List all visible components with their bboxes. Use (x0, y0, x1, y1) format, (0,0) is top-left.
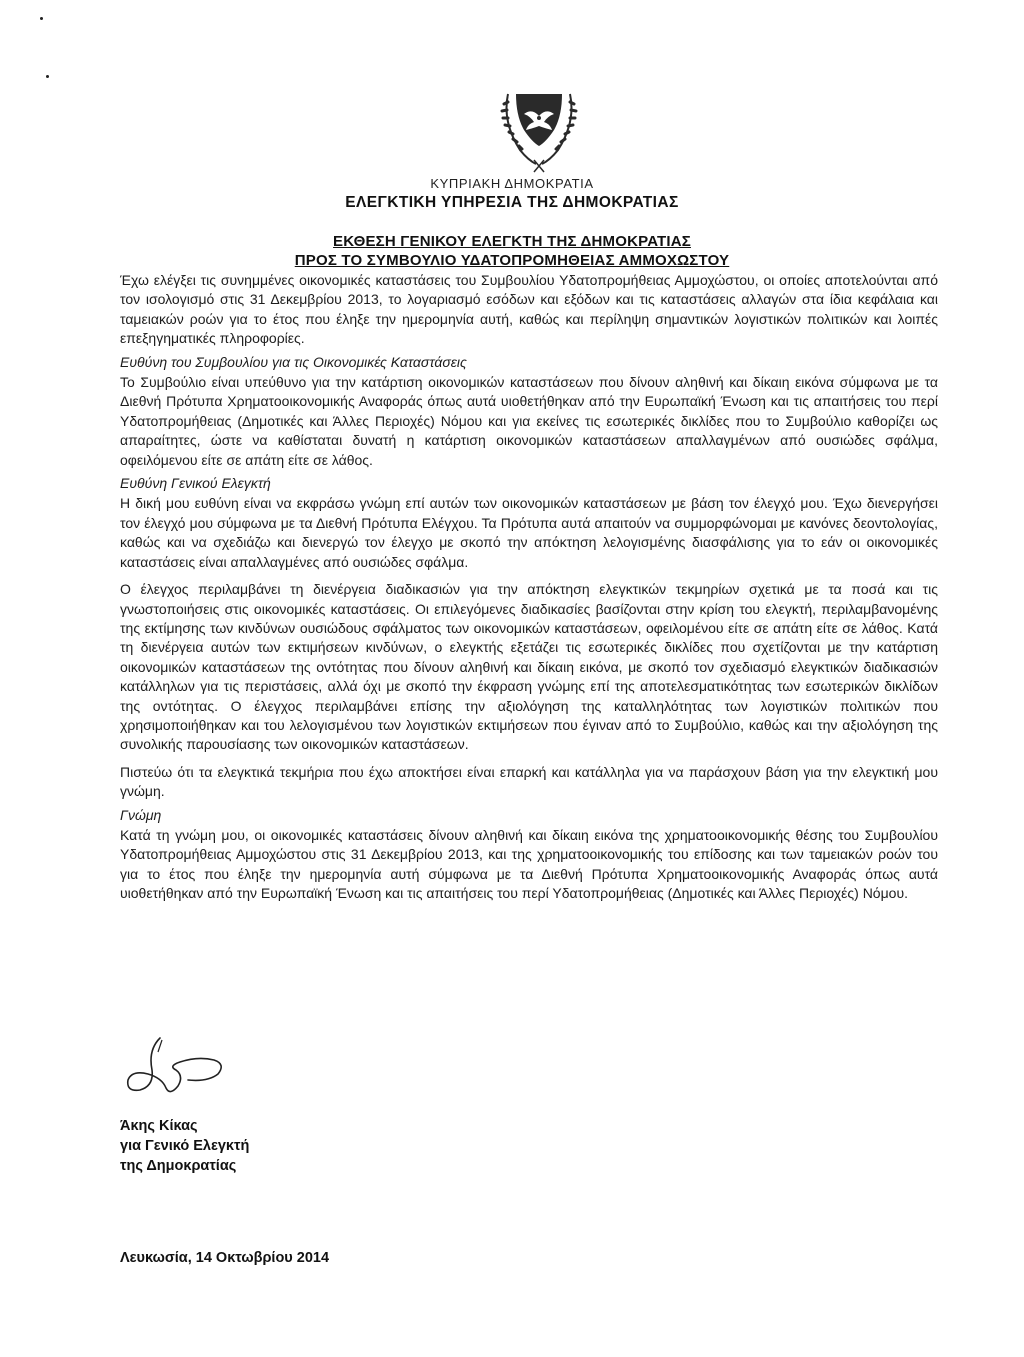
coat-of-arms-emblem (494, 88, 584, 178)
board-responsibility-heading: Ευθύνη του Συμβουλίου για τις Οικονομικές Καταστάσεις (120, 353, 467, 370)
intro-paragraph: Έχω ελέγξει τις συνημμένες οικονομικές καταστάσεις του Συμβουλίου Υδατοπρομήθειας Αμμοχώστου, οι οποίες αποτελούνται από τον ισολογισμό στις 31 Δεκεμβρίου 2013, το λογαριασμό εσόδων και εξόδων και τις καταστάσεις αλλαγών στα ίδια κεφάλαια και ταμειακών ροών για το έτος που έληξε την ημερομηνία αυτή, καθώς και περίληψη σημαντικών λογιστικών πολιτικών και λοιπές επεξηγηματικές πληροφορίες. (120, 272, 938, 347)
opinion-paragraph: Κατά τη γνώμη μου, οι οικονομικές καταστάσεις δίνουν αληθινή και δίκαιη εικόνα της χρηματοοικονομικής θέσης του Συμβουλίου Υδατοπρομήθειας Αμμοχώστου στις 31 Δεκεμβρίου 2013, και της χρηματοοικονομικής του επίδοσης και των ταμειακών ροών του για το έτος που έληξε την ημερομηνία αυτή σύμφωνα με τα Διεθνή Πρότυπα Χρηματοοικονομικής Αναφοράς όπως αυτά υιοθετήθηκαν από την Ευρωπαϊκή Ένωση και τις απαιτήσεις του περί Υδατοπρομήθειας (Δημοτικές και Άλλες Περιοχές) Νόμου. (120, 826, 938, 902)
office-name: ΕΛΕΓΚΤΙΚΗ ΥΠΗΡΕΣΙΑ ΤΗΣ ΔΗΜΟΚΡΑΤΙΑΣ (345, 194, 679, 211)
signer-name: Άκης Κίκας (120, 1118, 198, 1134)
signer-block (120, 1116, 249, 1176)
report-body (120, 271, 938, 904)
audit-evidence-paragraph: Πιστεύω ότι τα ελεγκτικά τεκμήρια που έχω αποκτήσει είναι επαρκή και κατάλληλα για να παράσχουν βάση για την ελεγκτική μου γνώμη. (120, 763, 938, 800)
report-addressee: ΠΡΟΣ ΤΟ ΣΥΜΒΟΥΛΙΟ ΥΔΑΤΟΠΡΟΜΗΘΕΙΑΣ ΑΜΜΟΧΩΣΤΟΥ (294, 252, 730, 269)
country-name: ΚΥΠΡΙΑΚΗ ΔΗΜΟΚΡΑΤΙΑ (430, 176, 594, 191)
place-and-date: Λευκωσία, 14 Οκτωβρίου 2014 (120, 1250, 330, 1266)
signer-role: για Γενικό Ελεγκτή (120, 1138, 250, 1154)
auditor-responsibility-heading: Ευθύνη Γενικού Ελεγκτή (120, 475, 271, 492)
handwritten-signature (118, 1030, 238, 1115)
scan-speck (46, 75, 49, 78)
report-title: ΕΚΘΕΣΗ ΓΕΝΙΚΟΥ ΕΛΕΓΚΤΗ ΤΗΣ ΔΗΜΟΚΡΑΤΙΑΣ (333, 233, 691, 250)
opinion-heading: Γνώμη (120, 806, 162, 823)
board-responsibility-paragraph: Το Συμβούλιο είναι υπεύθυνο για την κατάρτιση οικονομικών καταστάσεων που δίνουν αληθινή και δίκαιη εικόνα σύμφωνα με τα Διεθνή Πρότυπα Χρηματοοικονομικής Αναφοράς όπως αυτά υιοθετήθηκαν από την Ευρωπαϊκή Ένωση και τις απαιτήσεις του περί Υδατοπρομήθειας (Δημοτικές και Άλλες Περιοχές) Νόμου και για εκείνες τις εσωτερικές δικλίδες που το Συμβούλιο καθορίζει ως απαραίτητες, ώστε να καθίσταται δυνατή η κατάρτιση οικονομικών καταστάσεων απαλλαγμένων από ουσιώδες σφάλμα, οφειλόμενου είτε σε απάτη είτε σε λάθος. (120, 374, 938, 468)
scan-speck (40, 17, 43, 20)
auditor-responsibility-paragraph: Η δική μου ευθύνη είναι να εκφράσω γνώμη επί αυτών των οικονομικών καταστάσεων με βάση τον έλεγχό μου. Έχω διενεργήσει τον έλεγχό μου σύμφωνα με τα Διεθνή Πρότυπα Ελέγχου. Τα Πρότυπα αυτά απαιτούν να συμμορφώνομαι με κανόνες δεοντολογίας, καθώς και να σχεδιάζω και διενεργώ τον έλεγχο με σκοπό την απόκτηση λελογισμένης διασφάλισης για το εάν οι οικονομικές καταστάσεις είναι απαλλαγμένες από ουσιώδες σφάλμα. (120, 495, 938, 570)
audit-procedures-paragraph: Ο έλεγχος περιλαμβάνει τη διενέργεια διαδικασιών για την απόκτηση ελεγκτικών τεκμηρίων σχετικά με τα ποσά και τις γνωστοποιήσεις στις οικονομικές καταστάσεις. Οι επιλεγόμενες διαδικασίες βασίζονται στην κρίση του ελεγκτή, περιλαμβανομένης της εκτίμησης των κινδύνων ουσιώδους σφάλματος των οικονομικών καταστάσεων, οφειλομένου είτε σε απάτη είτε σε λάθος. Κατά τη διενέργεια αυτών των εκτιμήσεων κινδύνων, ο ελεγκτής εξετάζει τις εσωτερικές δικλίδες που σχετίζονται με την κατάρτιση οικονομικών καταστάσεων της οντότητας που δίνουν αληθινή και δίκαιη εικόνα, με σκοπό τον σχεδιασμό ελεγκτικών διαδικασιών κατάλληλων για τις περιστάσεις, αλλά όχι με σκοπό την έκφραση γνώμης επί της αποτελεσματικότητας των εσωτερικών δικλίδων της οντότητας. Ο έλεγχος περιλαμβάνει επίσης την αξιολόγηση της καταλληλότητας των λογιστικών πολιτικών που χρησιμοποιήθηκαν και του λελογισμένου των λογιστικών εκτιμήσεων που έγιναν από το Συμβούλιο, καθώς και την αξιολόγηση της συνολικής παρουσίασης των οικονομικών καταστάσεων. (120, 581, 938, 753)
signer-organization: της Δημοκρατίας (120, 1158, 237, 1174)
